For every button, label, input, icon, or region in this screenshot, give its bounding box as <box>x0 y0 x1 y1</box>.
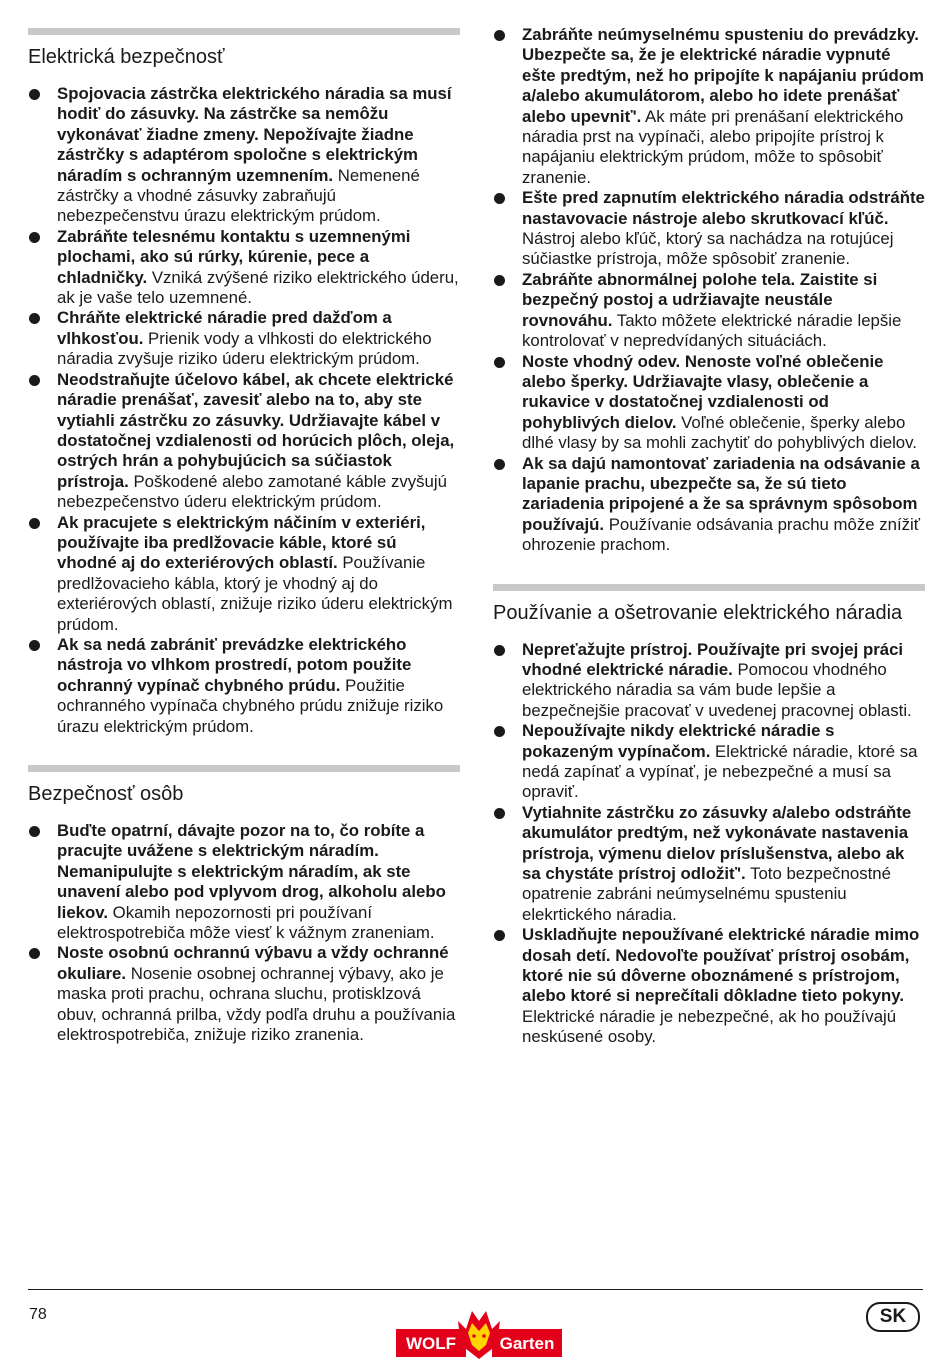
item-text: Pomocou vhodného elektrického náradia sa vám bude lepšie a bezpečnejšie pracovať v uvedenej pracovnej oblasti. <box>522 659 912 720</box>
item-text: Používanie odsávania prachu môže znížiť ohrozenie prachom. <box>522 514 921 555</box>
left-column <box>28 28 460 1045</box>
item-text: Voľné oblečenie, šperky alebo dlhé vlasy by sa mohli zachytiť do pohyblivých dielov. <box>522 412 917 453</box>
list-item <box>28 308 460 369</box>
item-bold-text: Chráňte elektrické náradie pred dažďom a vlhkosťou. <box>57 308 392 348</box>
item-text: Takto môžete elektrické náradie lepšie kontrolovať v nepredvídaných situáciách. <box>522 310 902 351</box>
item-bold-text: Ak sa dajú namontovať zariadenia na odsávanie a lapanie prachu, ubezpečte sa, že sú tieto zariadenia pripojené a že sa správnym spôsobom používajú. <box>522 453 920 534</box>
section-title: Používanie a ošetrovanie elektrického náradia <box>493 601 903 624</box>
bullet-list <box>493 640 925 1048</box>
list-item <box>493 803 925 925</box>
list-item <box>493 925 925 1047</box>
wolf-eye-right <box>482 1334 486 1338</box>
wolf-garten-logo <box>396 1305 562 1361</box>
section-divider <box>28 765 460 772</box>
logo-garten-text: Garten <box>499 1334 555 1353</box>
item-text: Nemenené zástrčky a vhodné zásuvky zabraňujú nebezpečenstvu úrazu elektrickým prúdom. <box>57 165 420 226</box>
list-item <box>493 721 925 803</box>
item-text: Ak máte pri prenášaní elektrického náradia prst na vypínači, alebo pripojíte prístroj k napájaniu elektrickým prúdom, môže to spôsobiť zranenie. <box>522 106 904 187</box>
item-text: Nástroj alebo kľúč, ktorý sa nachádza na rotujúcej súčiastke prístroja, môže spôsobiť zranenie. <box>522 229 894 269</box>
item-text: Elektrické náradie je nebezpečné, ak ho používajú neskúsené osoby. <box>522 1006 897 1047</box>
item-text: Vzniká zvýšené riziko elektrického úderu, ak je vaše telo uzemnené. <box>57 267 459 308</box>
item-text: Elektrické náradie, ktoré sa nedá zapínať a vypínať, je nebezpečné a musí sa opraviť. <box>522 741 918 802</box>
right-column <box>493 25 925 1048</box>
section-personal-safety <box>28 765 460 1045</box>
list-item <box>493 25 925 188</box>
item-bold-text: Zabráňte abnormálnej polohe tela. Zaistite si bezpečný postoj a udržiavajte neustále rovnováhu. <box>522 269 878 330</box>
section-use-and-care <box>493 584 925 1048</box>
list-item <box>493 188 925 270</box>
item-text: Prienik vody a vlhkosti do elektrického náradia zvyšuje riziko úderu elektrickým prúdom. <box>57 328 432 369</box>
section-title: Bezpečnosť osôb <box>28 783 184 805</box>
item-text: Používanie predlžovacieho kábla, ktorý je vhodný aj do exteriérových oblastí, znižuje riziko úderu elektrickým prúdom. <box>57 553 453 634</box>
logo-wolf-text: WOLF <box>405 1334 457 1353</box>
item-bold-text: Ešte pred zapnutím elektrického náradia odstráňte nastavovacie nástroje alebo skrutkovací kľúč. <box>522 188 925 228</box>
item-bold-text: Uskladňujte nepoužívané elektrické náradie mimo dosah detí. Nedovoľte používať prístroj osobám, ktoré nie sú dôverne oboznámené s prístrojom, alebo ktoré si neprečítali dôkladne tieto pokyny. <box>522 925 920 1006</box>
list-item <box>493 352 925 454</box>
language-badge: SK <box>866 1302 920 1332</box>
list-item <box>493 454 925 556</box>
section-divider <box>493 584 925 591</box>
item-bold-text: Buďte opatrní, dávajte pozor na to, čo robíte a pracujte uvážene s elektrickým náradím. Nemanipulujte s elektrickým náradím, ak ste unavení alebo pod vplyvom drog, alkoholu alebo liekov. <box>57 821 446 922</box>
item-bold-text: Vytiahnite zástrčku zo zásuvky a/alebo odstráňte akumulátor predtým, než vykonávate nastavenia prístroja, výmenu dielov príslušenstva, alebo ak sa chystáte prístroj odložiť'. <box>522 802 912 884</box>
item-bold-text: Neodstraňujte účelovo kábel, ak chcete elektrické náradie prenášať, zavesiť alebo na to, aby ste vytiahli zástrčku zo zásuvky. Udržiavajte kábel v dostatočnej vzdialenosti od horúcich plôch, oleja, ostrých hrán a pohybujúcich sa súčiastok prístroja. <box>57 369 455 491</box>
section-divider <box>28 28 460 35</box>
item-bold-text: Ak pracujete s elektrickým náčiním v exteriéri, používajte iba predlžovacie káble, ktoré sú vhodné aj do exteriérových oblastí. <box>57 512 426 573</box>
bullet-list <box>493 25 925 556</box>
list-item <box>28 84 460 227</box>
item-bold-text: Nepoužívajte nikdy elektrické náradie s pokazeným vypínačom. <box>522 721 835 761</box>
item-bold-text: Ak sa nedá zabrániť prevádzke elektrického nástroja vo vlhkom prostredí, potom použite ochranný vypínač chybného prúdu. <box>57 634 412 695</box>
wolf-eye-left <box>472 1334 476 1338</box>
item-bold-text: Spojovacia zástrčka elektrického náradia sa musí hodiť do zásuvky. Na zástrčke sa nemôžu vykonávať žiadne zmeny. Nepožívajte žiadne zástrčky s adaptérom spoločne s elektrickým náradím s ochranným uzemnením. <box>57 84 452 185</box>
footer-divider <box>28 1289 923 1290</box>
item-bold-text: Nepreťažujte prístroj. Používajte pri svojej práci vhodné elektrické náradie. <box>522 639 904 679</box>
list-item <box>28 635 460 737</box>
list-item <box>493 640 925 722</box>
item-text: Poškodené alebo zamotané káble zvyšujú nebezpečenstvo úderu elektrickým prúdom. <box>57 471 447 512</box>
page-number: 78 <box>29 1306 47 1323</box>
list-item <box>493 270 925 352</box>
list-item <box>28 227 460 309</box>
item-text: Toto bezpečnostné opatrenie zabráni neúmyselnému spusteniu elekrtického náradia. <box>522 864 891 924</box>
item-bold-text: Zabráňte neúmyselnému spusteniu do prevádzky. Ubezpečte sa, že je elektrické náradie vypnuté ešte predtým, než ho pripojíte k napájaniu prúdom a/alebo akumulátorom, alebo ho idete prenášať alebo upevniť'. <box>522 25 924 126</box>
list-item <box>28 370 460 513</box>
section-title: Elektrická bezpečnosť <box>28 46 225 68</box>
list-item <box>28 943 460 1045</box>
item-bold-text: Zabráňte telesnému kontaktu s uzemnenými plochami, ako sú rúrky, kúrenie, pece a chladničky. <box>57 226 411 287</box>
list-item <box>28 513 460 635</box>
item-bold-text: Noste osobnú ochrannú výbavu a vždy ochranné okuliare. <box>57 943 449 983</box>
list-item <box>28 821 460 943</box>
item-text: Použitie ochranného vypínača chybného prúdu znižuje riziko úrazu elektrickým prúdom. <box>57 675 444 736</box>
bullet-list <box>28 821 460 1045</box>
section-electrical-safety <box>28 28 460 737</box>
item-text: Nosenie osobnej ochrannej výbavy, ako je maska proti prachu, ochrana sluchu, protisklzová obuv, ochranná prilba, vždy podľa druhu a používania elektrospotrebiča, znižuje riziko zranenia. <box>57 963 456 1045</box>
section-continued <box>493 25 925 556</box>
bullet-list <box>28 84 460 737</box>
item-bold-text: Noste vhodný odev. Nenoste voľné oblečenie alebo šperky. Udržiavajte vlasy, oblečenie a rukavice v dostatočnej vzdialenosti od pohyblivých dielov. <box>522 351 884 432</box>
item-text: Okamih nepozornosti pri používaní elektrospotrebiča môže viesť k vážnym zraneniam. <box>57 902 435 943</box>
